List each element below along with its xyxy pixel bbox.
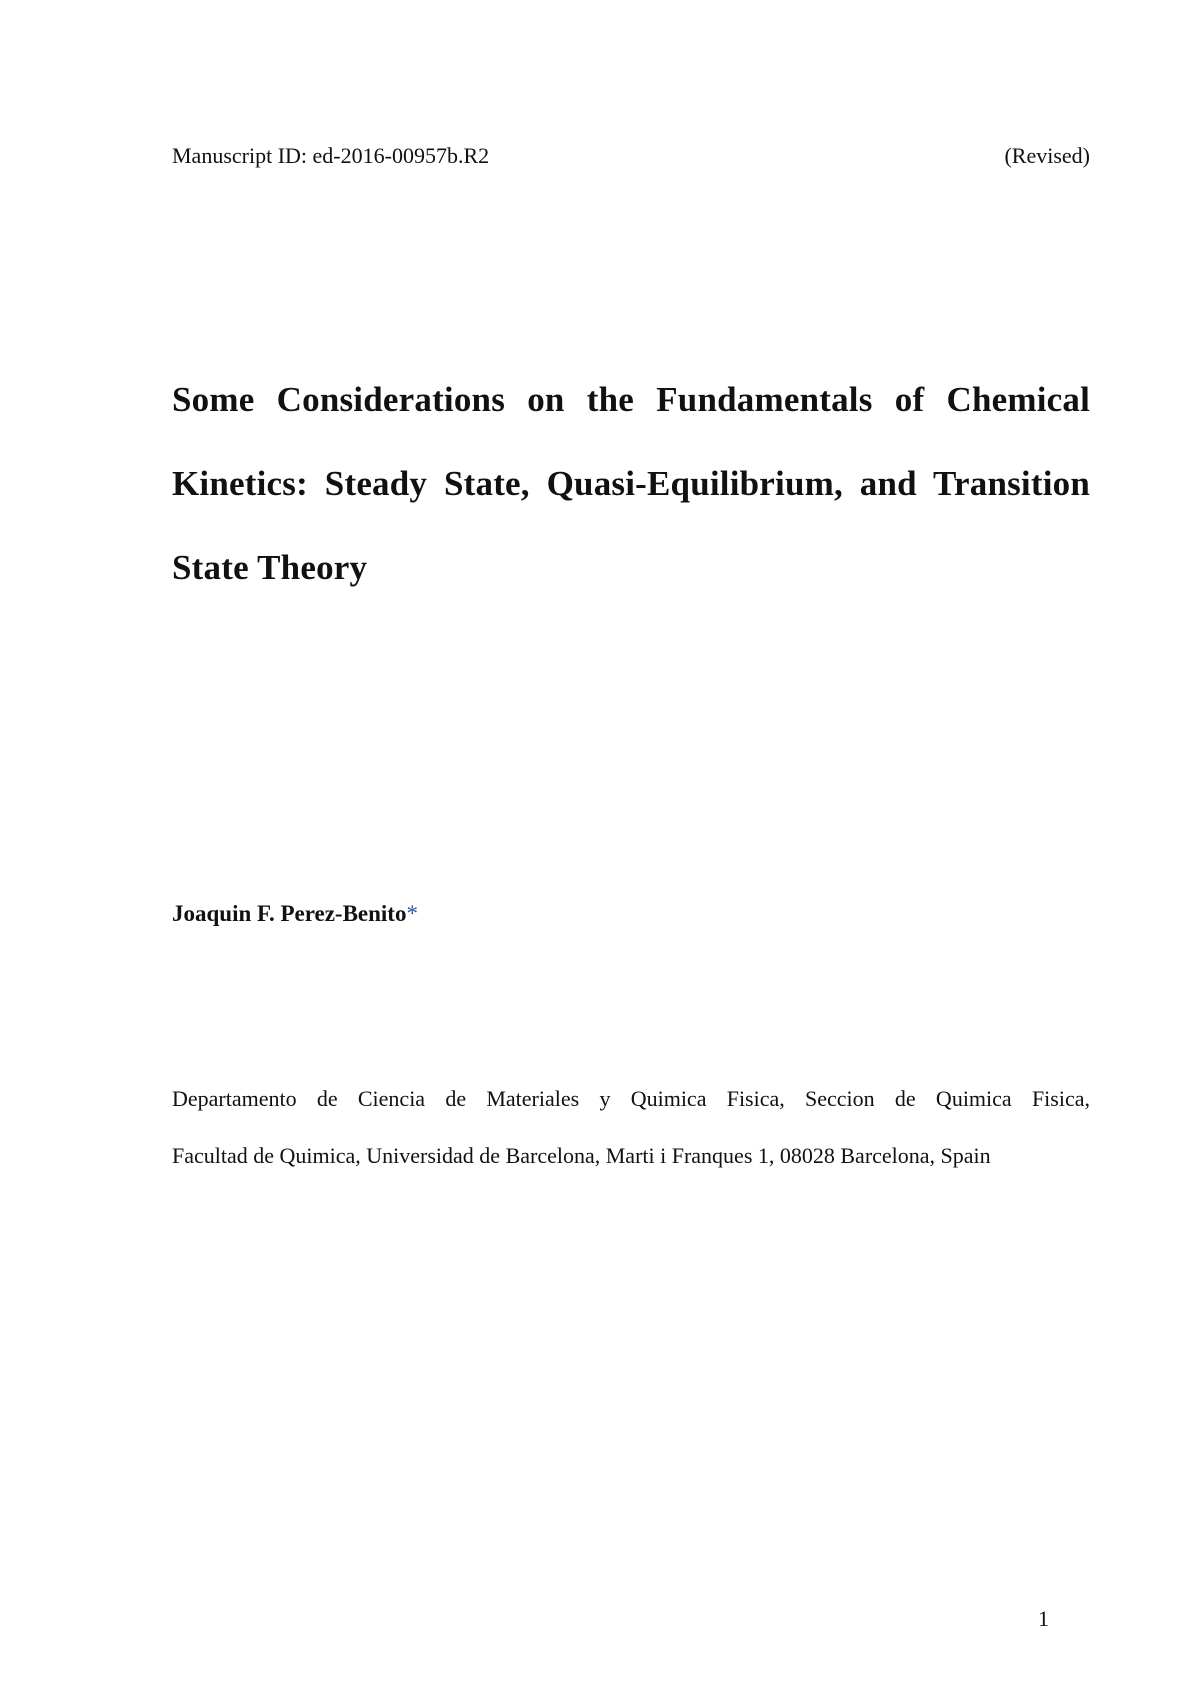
page-header [172, 140, 1090, 172]
title-line: Some Considerations on the Fundamentals of Chemical [172, 380, 1090, 419]
manuscript-id: Manuscript ID: ed-2016-00957b.R2 [172, 143, 490, 168]
author-affiliation [172, 1070, 1090, 1184]
revision-status: (Revised) [1004, 143, 1090, 168]
affiliation-line: Departamento de Ciencia de Materiales y Quimica Fisica, Seccion de Quimica Fisica, [172, 1086, 1090, 1111]
paper-title [172, 358, 1090, 610]
author-line [172, 898, 418, 930]
author-name: Joaquin F. Perez-Benito [172, 901, 407, 926]
corresponding-author-marker[interactable]: * [406, 901, 418, 926]
affiliation-line: Facultad de Quimica, Universidad de Barcelona, Marti i Franques 1, 08028 Barcelona, Spain [172, 1143, 991, 1168]
page-number: 1 [1038, 1606, 1049, 1631]
title-line: Kinetics: Steady State, Quasi-Equilibrium, and Transition [172, 464, 1090, 503]
title-line: State Theory [172, 548, 368, 587]
